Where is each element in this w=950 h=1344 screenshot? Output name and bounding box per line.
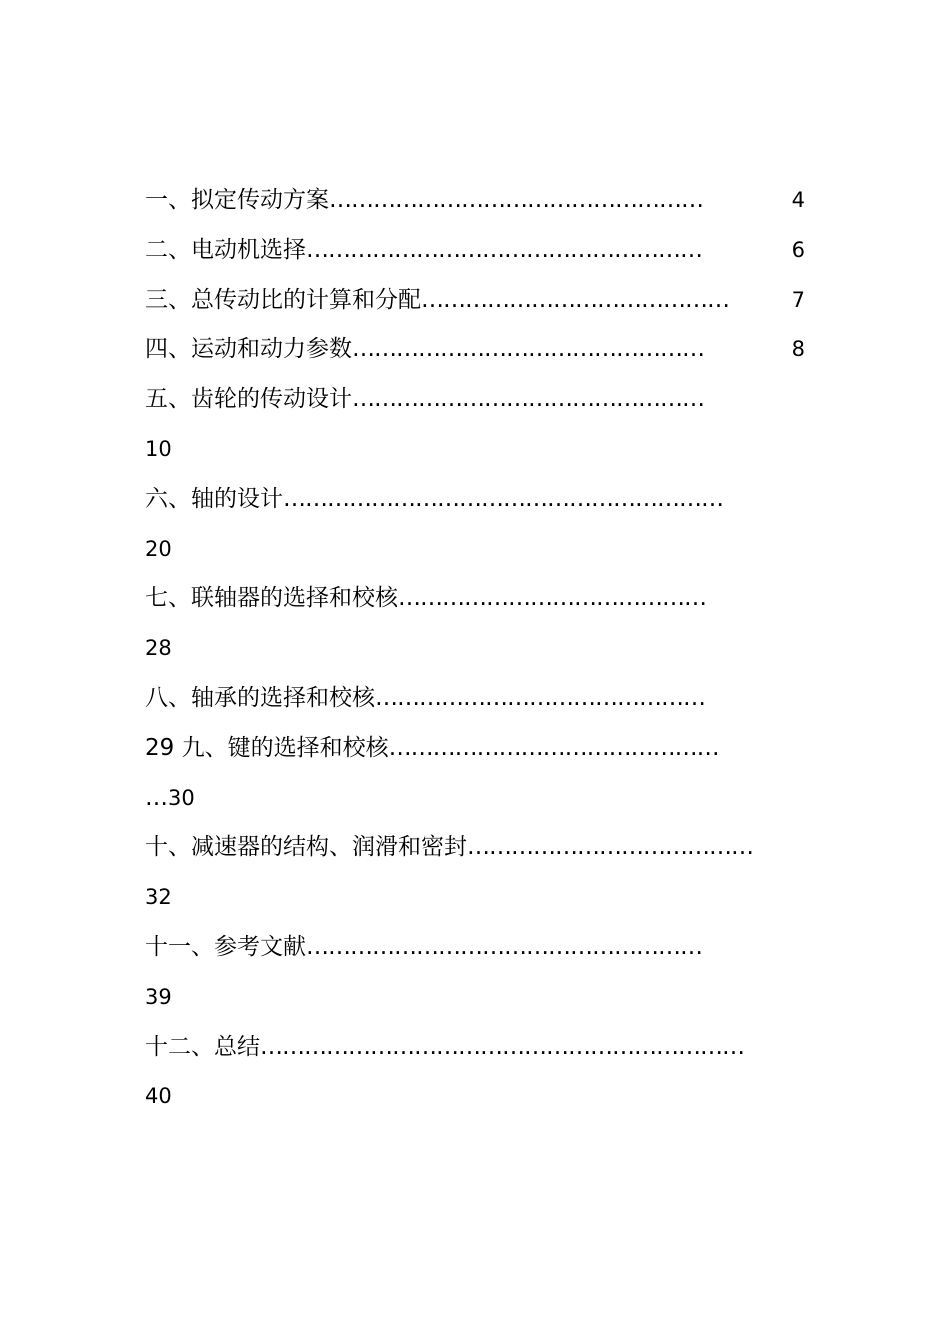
toc-page-number: 39 [145,984,172,1009]
toc-entry[interactable] [145,674,805,724]
toc-entry[interactable] [145,574,805,624]
toc-entry-title: 二、电动机选择 [145,236,306,263]
toc-leader-dots: …………………………………… [398,585,706,612]
toc-entry-continuation [145,873,805,923]
toc-entry-title: 十二、总结 [145,1033,260,1060]
toc-entry[interactable] [145,923,805,973]
toc-entry-title: 六、轴的设计 [145,485,283,512]
toc-entry-title: 29 九、键的选择和校核 [145,734,389,761]
toc-page-number: 7 [791,287,805,312]
toc-entry-title: 八、轴承的选择和校核 [145,684,375,711]
toc-entry-continuation [145,525,805,575]
toc-leader-dots: ……………………………………… [375,684,705,711]
toc-page-number: 32 [145,885,172,910]
toc-entry-title: 四、运动和动力参数 [145,336,352,363]
toc-page-number: 30 [168,785,195,810]
toc-entry-title: 十、减速器的结构、润滑和密封 [145,834,467,861]
toc-entry-continuation [145,774,805,824]
toc-page-number: 6 [791,237,805,262]
toc-page-number: 10 [145,436,172,461]
toc-entry[interactable] [145,1023,805,1073]
toc-entry-title: 七、联轴器的选择和校核 [145,585,398,612]
toc-leader-dots: ……………………………………………… [306,933,702,960]
toc-entry[interactable] [145,375,805,425]
toc-entry-continuation [145,425,805,475]
toc-entry-continuation [145,1072,805,1122]
toc-entry-title: 十一、参考文献 [145,933,306,960]
toc-leader-dots: … [145,784,168,811]
toc-entry-continuation [145,624,805,674]
toc-entry-title: 五、齿轮的传动设计 [145,386,352,413]
toc-entry[interactable] [145,276,805,326]
toc-leader-dots: ………………………………… [467,834,753,861]
toc-page-number: 8 [791,337,805,362]
toc-leader-dots: ………………………………………………………… [260,1033,744,1060]
toc-entry[interactable] [145,823,805,873]
toc-leader-dots: ……………………………………… [388,734,719,761]
toc-entry[interactable] [145,176,805,226]
toc-page-number: 28 [145,636,172,661]
toc-leader-dots: …………………………………… [421,286,729,313]
toc-entry[interactable] [145,226,805,276]
toc-entry-title: 一、拟定传动方案 [145,187,329,213]
toc-page-number: 20 [145,536,172,561]
toc-entry-title: 三、总传动比的计算和分配 [145,286,421,313]
toc-leader-dots: ……………………………………………… [306,236,702,263]
toc-entry[interactable] [145,325,805,375]
toc-page-number: 40 [145,1084,172,1109]
toc-entry[interactable] [145,475,805,525]
toc-entry-continuation [145,973,805,1023]
toc-page-number: 4 [791,188,805,212]
toc-leader-dots: ………………………………………… [352,336,704,363]
toc-entry[interactable] [145,724,805,774]
toc-leader-dots: …………………………………………… [329,187,703,213]
toc-leader-dots: ………………………………………… [352,386,704,413]
table-of-contents [145,176,805,1122]
toc-leader-dots: …………………………………………………… [283,485,723,512]
